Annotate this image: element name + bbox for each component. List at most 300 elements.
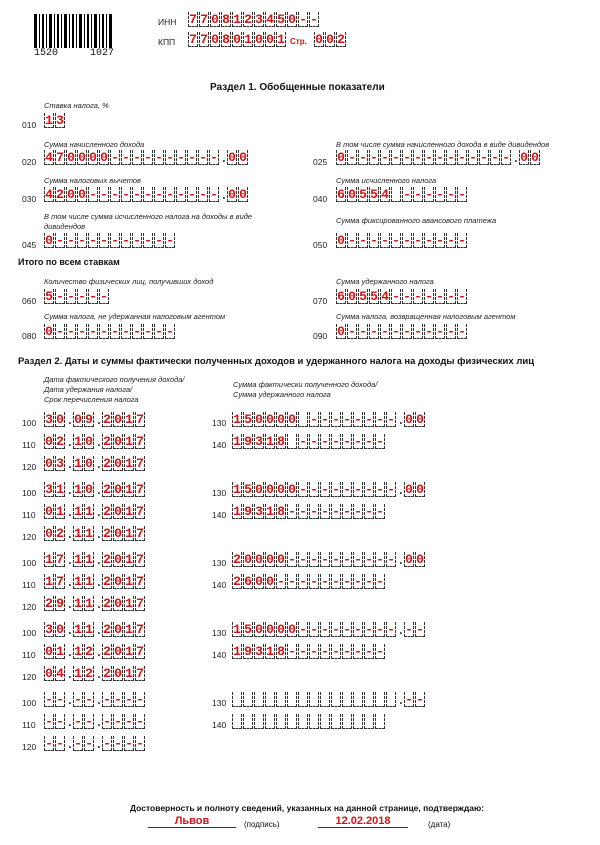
char-cell: - [414, 233, 422, 248]
f020-field[interactable] [44, 150, 249, 165]
char-cell: 0 [255, 32, 263, 47]
char-cell: 2 [45, 596, 53, 611]
char-cell: - [343, 574, 351, 589]
char-cell: 0 [277, 552, 285, 567]
char-cell: - [277, 574, 285, 589]
tax-field-140[interactable] [232, 434, 386, 449]
row-code: 130 [212, 488, 227, 498]
char-cell [375, 692, 385, 707]
date-field[interactable]: 12.02.2018 [318, 815, 408, 828]
f050-field[interactable] [336, 233, 468, 248]
income-field-130[interactable] [232, 622, 426, 637]
char-cell: 1 [74, 526, 82, 541]
char-cell: 0 [337, 150, 345, 165]
date-separator: . [95, 693, 103, 708]
date-part [73, 456, 95, 471]
char-cell: - [332, 644, 340, 659]
char-cell: 0 [45, 504, 53, 519]
char-cell: 0 [255, 552, 263, 567]
row-code: 120 [22, 532, 37, 542]
char-cell: - [321, 482, 329, 497]
char-cell: - [387, 482, 395, 497]
char-cell: 4 [45, 187, 53, 202]
char-cell: - [114, 692, 122, 707]
tax-field-140[interactable] [232, 574, 386, 589]
date-field-110[interactable] [44, 504, 146, 519]
date-part [44, 714, 66, 729]
char-cell: 0 [266, 574, 274, 589]
date-field-120[interactable] [44, 456, 146, 471]
date-separator: . [66, 435, 74, 450]
char-cell: 7 [56, 552, 64, 567]
char-cell: 0 [266, 552, 274, 567]
char-cell: - [365, 552, 373, 567]
char-cell [309, 714, 319, 729]
char-cell [375, 714, 385, 729]
char-cell: 7 [136, 456, 144, 471]
code-010: 010 [22, 120, 37, 130]
date-separator: . [66, 623, 74, 638]
kpp-field[interactable] [188, 32, 287, 47]
char-cell: - [155, 150, 163, 165]
row-code: 140 [212, 580, 227, 590]
date-field-110[interactable] [44, 644, 146, 659]
char-cell: 0 [114, 526, 122, 541]
char-cell: - [299, 504, 307, 519]
char-cell: - [425, 289, 433, 304]
char-cell: 0 [114, 596, 122, 611]
char-cell: - [310, 434, 318, 449]
char-cell: - [321, 622, 329, 637]
code-045: 045 [22, 240, 37, 250]
char-cell: - [310, 482, 318, 497]
date-field-110[interactable] [44, 714, 146, 729]
char-cell: 1 [85, 552, 93, 567]
char-cell [320, 714, 330, 729]
barcode-right: 1027 [89, 48, 114, 59]
row-code: 100 [22, 488, 37, 498]
char-cell [342, 692, 352, 707]
f050-label: Сумма фиксированного авансового платежа [336, 216, 497, 225]
char-cell: - [376, 504, 384, 519]
char-cell: - [447, 187, 455, 202]
date-field-100[interactable] [44, 412, 146, 427]
char-cell: 0 [277, 412, 285, 427]
date-separator: . [95, 553, 103, 568]
rate-label: Ставка налога, % [44, 101, 109, 110]
page-label: Стр. [290, 37, 307, 46]
char-cell: - [332, 552, 340, 567]
char-cell: 0 [45, 666, 53, 681]
char-cell: - [332, 412, 340, 427]
row-code: 120 [22, 602, 37, 612]
char-cell [364, 714, 374, 729]
date-part [73, 622, 95, 637]
char-cell: 1 [85, 526, 93, 541]
f040-field[interactable] [336, 187, 468, 202]
char-cell: - [299, 482, 307, 497]
char-cell: 0 [255, 482, 263, 497]
date-part [102, 596, 146, 611]
char-cell: - [210, 150, 218, 165]
char-cell: 0 [266, 412, 274, 427]
char-cell: - [114, 736, 122, 751]
char-cell [331, 692, 341, 707]
date-part [102, 714, 146, 729]
char-cell: 8 [277, 504, 285, 519]
char-cell [353, 714, 363, 729]
char-cell: 2 [233, 574, 241, 589]
char-cell: 2 [103, 622, 111, 637]
decimal-point: . [397, 413, 405, 428]
income-field-130[interactable] [232, 692, 426, 707]
char-cell: - [89, 289, 97, 304]
income-field-130[interactable] [232, 482, 426, 497]
char-cell: - [343, 434, 351, 449]
row-code: 110 [22, 580, 36, 590]
date-separator: . [66, 413, 74, 428]
date-part [44, 666, 66, 681]
date-part [44, 644, 66, 659]
date-separator: . [66, 667, 74, 682]
char-cell: - [288, 644, 296, 659]
f080-label: Сумма налога, не удержанная налоговым агентом [44, 312, 226, 321]
date-field-100[interactable] [44, 692, 146, 707]
char-cell: 1 [85, 596, 93, 611]
char-cell: - [144, 187, 152, 202]
char-cell: 0 [348, 187, 356, 202]
date-separator: . [66, 553, 74, 568]
char-cell: - [89, 187, 97, 202]
char-cell: - [310, 574, 318, 589]
char-cell: - [67, 324, 75, 339]
char-cell: - [436, 150, 444, 165]
f090-field[interactable] [336, 324, 468, 339]
char-cell [254, 714, 264, 729]
tax-field-140[interactable] [232, 644, 386, 659]
char-cell: - [414, 324, 422, 339]
char-cell: 1 [74, 622, 82, 637]
char-cell: - [56, 692, 64, 707]
char-cell: 0 [114, 412, 122, 427]
char-cell: 0 [266, 32, 274, 47]
char-cell: 0 [45, 644, 53, 659]
char-cell: 4 [45, 150, 53, 165]
char-cell: - [403, 187, 411, 202]
char-cell: 9 [56, 596, 64, 611]
char-cell: - [480, 150, 488, 165]
char-cell: 0 [288, 12, 296, 27]
char-cell: 1 [233, 12, 241, 27]
char-cell: - [354, 552, 362, 567]
char-cell: - [354, 644, 362, 659]
row-code: 110 [22, 720, 36, 730]
char-cell: - [376, 622, 384, 637]
char-cell: 1 [74, 552, 82, 567]
f045-field[interactable] [44, 233, 176, 248]
date-field-120[interactable] [44, 666, 146, 681]
date-separator: . [95, 483, 103, 498]
char-cell: 8 [222, 32, 230, 47]
char-cell: 1 [56, 504, 64, 519]
char-cell: - [491, 150, 499, 165]
char-cell [320, 692, 330, 707]
char-cell [331, 714, 341, 729]
char-cell: 3 [255, 12, 263, 27]
char-cell: - [122, 150, 130, 165]
char-cell: - [354, 504, 362, 519]
char-cell: 5 [359, 187, 367, 202]
char-cell: 6 [337, 289, 345, 304]
inn-field[interactable] [188, 12, 320, 27]
char-cell: - [414, 150, 422, 165]
date-part [73, 596, 95, 611]
char-cell: - [103, 736, 111, 751]
f030-field[interactable] [44, 187, 249, 202]
char-cell: - [348, 324, 356, 339]
char-cell: - [310, 12, 318, 27]
f080-field[interactable] [44, 324, 176, 339]
char-cell: - [359, 150, 367, 165]
char-cell: 3 [255, 644, 263, 659]
char-cell: - [458, 233, 466, 248]
char-cell: - [414, 187, 422, 202]
signature-field[interactable]: Львов [148, 815, 236, 828]
char-cell: 1 [233, 622, 241, 637]
char-cell: - [299, 434, 307, 449]
date-field-110[interactable] [44, 434, 146, 449]
char-cell: 0 [531, 150, 539, 165]
char-cell: 9 [244, 644, 252, 659]
char-cell: - [376, 552, 384, 567]
date-field-120[interactable] [44, 736, 146, 751]
char-cell: 0 [405, 482, 413, 497]
char-cell: - [288, 552, 296, 567]
char-cell: - [125, 714, 133, 729]
char-cell: - [359, 324, 367, 339]
char-cell: - [381, 150, 389, 165]
date-separator: . [66, 483, 74, 498]
char-cell: - [136, 736, 144, 751]
char-cell: - [381, 324, 389, 339]
char-cell: - [166, 233, 174, 248]
char-cell: 9 [85, 412, 93, 427]
char-cell: 1 [266, 504, 274, 519]
char-cell: 2 [103, 526, 111, 541]
char-cell: 1 [125, 596, 133, 611]
char-cell: - [85, 714, 93, 729]
f060-field[interactable] [44, 289, 110, 304]
rate-field[interactable] [44, 113, 66, 128]
date-part [73, 504, 95, 519]
char-cell: 0 [211, 12, 219, 27]
date-part [102, 456, 146, 471]
char-cell: - [111, 233, 119, 248]
tax-field-140[interactable] [232, 504, 386, 519]
f025-field[interactable] [336, 150, 541, 165]
char-cell: 0 [56, 412, 64, 427]
char-cell: 1 [85, 574, 93, 589]
date-part [44, 504, 66, 519]
char-cell: - [299, 574, 307, 589]
income-field-130[interactable] [232, 552, 426, 567]
date-separator: . [95, 597, 103, 612]
char-cell: 0 [114, 644, 122, 659]
date-field-100[interactable] [44, 552, 146, 567]
date-separator: . [95, 715, 103, 730]
char-cell: - [343, 412, 351, 427]
char-cell: - [45, 692, 53, 707]
char-cell: - [370, 324, 378, 339]
char-cell: 3 [56, 113, 64, 128]
date-field-120[interactable] [44, 526, 146, 541]
char-cell: - [166, 150, 174, 165]
char-cell: - [332, 622, 340, 637]
char-cell: - [447, 289, 455, 304]
date-part [44, 412, 66, 427]
char-cell: 1 [125, 574, 133, 589]
char-cell: 3 [255, 504, 263, 519]
char-cell: - [359, 233, 367, 248]
char-cell: - [387, 622, 395, 637]
char-cell: 0 [45, 324, 53, 339]
char-cell: - [56, 736, 64, 751]
char-cell: 1 [74, 574, 82, 589]
char-cell: 2 [103, 482, 111, 497]
date-part [44, 482, 66, 497]
date-part [73, 412, 95, 427]
char-cell: 8 [222, 12, 230, 27]
date-field-110[interactable] [44, 574, 146, 589]
char-cell: 5 [45, 289, 53, 304]
char-cell: 7 [189, 12, 197, 27]
barcode-number [34, 48, 114, 60]
decimal-point: . [397, 623, 405, 638]
char-cell: 1 [125, 526, 133, 541]
char-cell: 1 [45, 552, 53, 567]
char-cell: - [310, 552, 318, 567]
income-field-130[interactable] [232, 412, 426, 427]
char-cell: 0 [326, 32, 334, 47]
date-part [102, 736, 146, 751]
char-cell: 0 [315, 32, 323, 47]
char-cell: 0 [405, 552, 413, 567]
date-field-100[interactable] [44, 482, 146, 497]
char-cell: 0 [45, 434, 53, 449]
s2-right-label-1: Сумма фактически полученного дохода/ [233, 380, 378, 389]
decimal-point: . [397, 553, 405, 568]
char-cell: - [332, 574, 340, 589]
char-cell [309, 692, 319, 707]
date-part [73, 482, 95, 497]
char-cell: 3 [45, 412, 53, 427]
char-cell: - [100, 187, 108, 202]
row-code: 130 [212, 628, 227, 638]
char-cell: 0 [405, 412, 413, 427]
char-cell: - [133, 233, 141, 248]
char-cell: 7 [200, 32, 208, 47]
char-cell: 0 [255, 574, 263, 589]
char-cell: - [447, 150, 455, 165]
char-cell: 2 [103, 666, 111, 681]
char-cell: 5 [370, 289, 378, 304]
char-cell: 0 [416, 412, 424, 427]
char-cell: - [403, 324, 411, 339]
char-cell: - [348, 233, 356, 248]
char-cell: 4 [56, 666, 64, 681]
date-separator: . [66, 715, 74, 730]
char-cell: - [188, 150, 196, 165]
char-cell: 0 [114, 434, 122, 449]
f070-field[interactable] [336, 289, 468, 304]
char-cell: - [78, 324, 86, 339]
char-cell: - [436, 233, 444, 248]
date-field-100[interactable] [44, 622, 146, 637]
char-cell: - [144, 324, 152, 339]
char-cell: 7 [200, 12, 208, 27]
char-cell: 1 [74, 596, 82, 611]
date-separator: . [95, 457, 103, 472]
char-cell: 5 [244, 622, 252, 637]
char-cell: 5 [359, 289, 367, 304]
char-cell: 0 [266, 482, 274, 497]
char-cell: - [288, 574, 296, 589]
char-cell: - [502, 150, 510, 165]
code-020: 020 [22, 157, 37, 167]
char-cell: 7 [136, 504, 144, 519]
char-cell: - [199, 187, 207, 202]
char-cell: 0 [56, 622, 64, 637]
char-cell: - [78, 233, 86, 248]
f020-label: Сумма начисленного дохода [44, 140, 145, 149]
char-cell: - [405, 692, 413, 707]
date-separator: . [95, 645, 103, 660]
char-cell: 0 [348, 289, 356, 304]
char-cell: 1 [233, 434, 241, 449]
char-cell: - [458, 289, 466, 304]
char-cell: 2 [56, 187, 64, 202]
char-cell: 0 [114, 504, 122, 519]
page-field[interactable] [314, 32, 347, 47]
char-cell [254, 692, 264, 707]
char-cell: - [103, 714, 111, 729]
char-cell: 9 [244, 504, 252, 519]
tax-field-140[interactable] [232, 714, 386, 729]
char-cell: 1 [266, 644, 274, 659]
row-code: 120 [22, 462, 37, 472]
char-cell: - [403, 150, 411, 165]
char-cell: 1 [277, 32, 285, 47]
date-field-120[interactable] [44, 596, 146, 611]
char-cell: - [74, 736, 82, 751]
date-part [102, 412, 146, 427]
char-cell: - [343, 504, 351, 519]
char-cell: 9 [244, 434, 252, 449]
char-cell: - [365, 504, 373, 519]
row-code: 130 [212, 698, 227, 708]
char-cell: 7 [136, 644, 144, 659]
char-cell: - [458, 187, 466, 202]
char-cell: - [354, 412, 362, 427]
char-cell: - [416, 622, 424, 637]
char-cell: - [56, 233, 64, 248]
char-cell: 1 [266, 434, 274, 449]
char-cell: 0 [67, 187, 75, 202]
date-separator: . [66, 575, 74, 590]
char-cell: 8 [277, 644, 285, 659]
char-cell: - [392, 150, 400, 165]
char-cell: - [354, 434, 362, 449]
